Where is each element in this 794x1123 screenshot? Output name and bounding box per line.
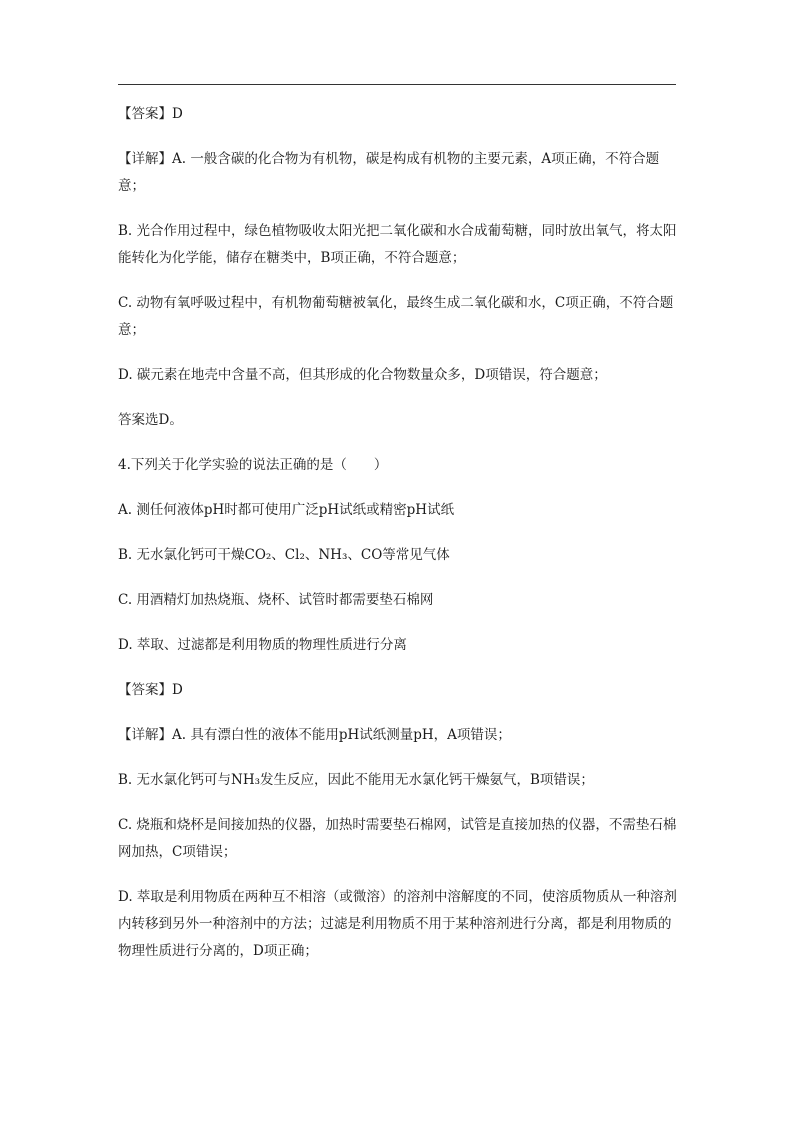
explanation-q4-d: D. 萃取是利用物质在两种互不相溶（或微溶）的溶剂中溶解度的不同，使溶质物质从一种溶剂内转移到另外一种溶剂中的方法；过滤是利用物质不用于某种溶剂进行分离，都是利用物质的物理性质进行分离的，D项正确； [118,889,677,959]
question-4-option-d: D. 萃取、过滤都是利用物质的物理性质进行分离 [118,637,407,653]
question-4-option-a: A. 测任何液体pH时都可使用广泛pH试纸或精密pH试纸 [118,502,455,518]
explanation-q3-d: D. 碳元素在地壳中含量不高，但其形成的化合物数量众多，D项错误，符合题意； [118,367,607,383]
question-4-option-b: B. 无水氯化钙可干燥CO₂、Cl₂、NH₃、CO等常见气体 [118,547,450,563]
answer-q4: 【答案】D [118,682,183,698]
explanation-q4-c: C. 烧瓶和烧杯是间接加热的仪器，加热时需要垫石棉网，试管是直接加热的仪器，不需垫石棉网加热，C项错误； [118,817,677,860]
explanation-q3-c: C. 动物有氧呼吸过程中，有机物葡萄糖被氧化，最终生成二氧化碳和水，C项正确，不符合题意； [118,295,674,338]
explanation-q4-b: B. 无水氯化钙可与NH₃发生反应，因此不能用无水氯化钙干燥氨气，B项错误； [118,772,594,788]
question-4-stem: 4.下列关于化学实验的说法正确的是（ ） [118,457,388,473]
document-body [118,101,678,965]
header-rule [118,84,676,85]
explanation-q3-a: 【详解】A. 一般含碳的化合物为有机物，碳是构成有机物的主要元素，A项正确，不符合题意； [118,151,660,194]
question-4-option-c: C. 用酒精灯加热烧瓶、烧杯、试管时都需要垫石棉网 [118,592,434,608]
explanation-q4-a: 【详解】A. 具有漂白性的液体不能用pH试纸测量pH，A项错误； [118,727,511,743]
explanation-q3-b: B. 光合作用过程中，绿色植物吸收太阳光把二氧化碳和水合成葡萄糖，同时放出氧气，将太阳能转化为化学能，储存在糖类中，B项正确，不符合题意； [118,223,677,266]
final-choice-q3: 答案选D。 [118,412,183,428]
answer-q3: 【答案】D [118,106,183,122]
